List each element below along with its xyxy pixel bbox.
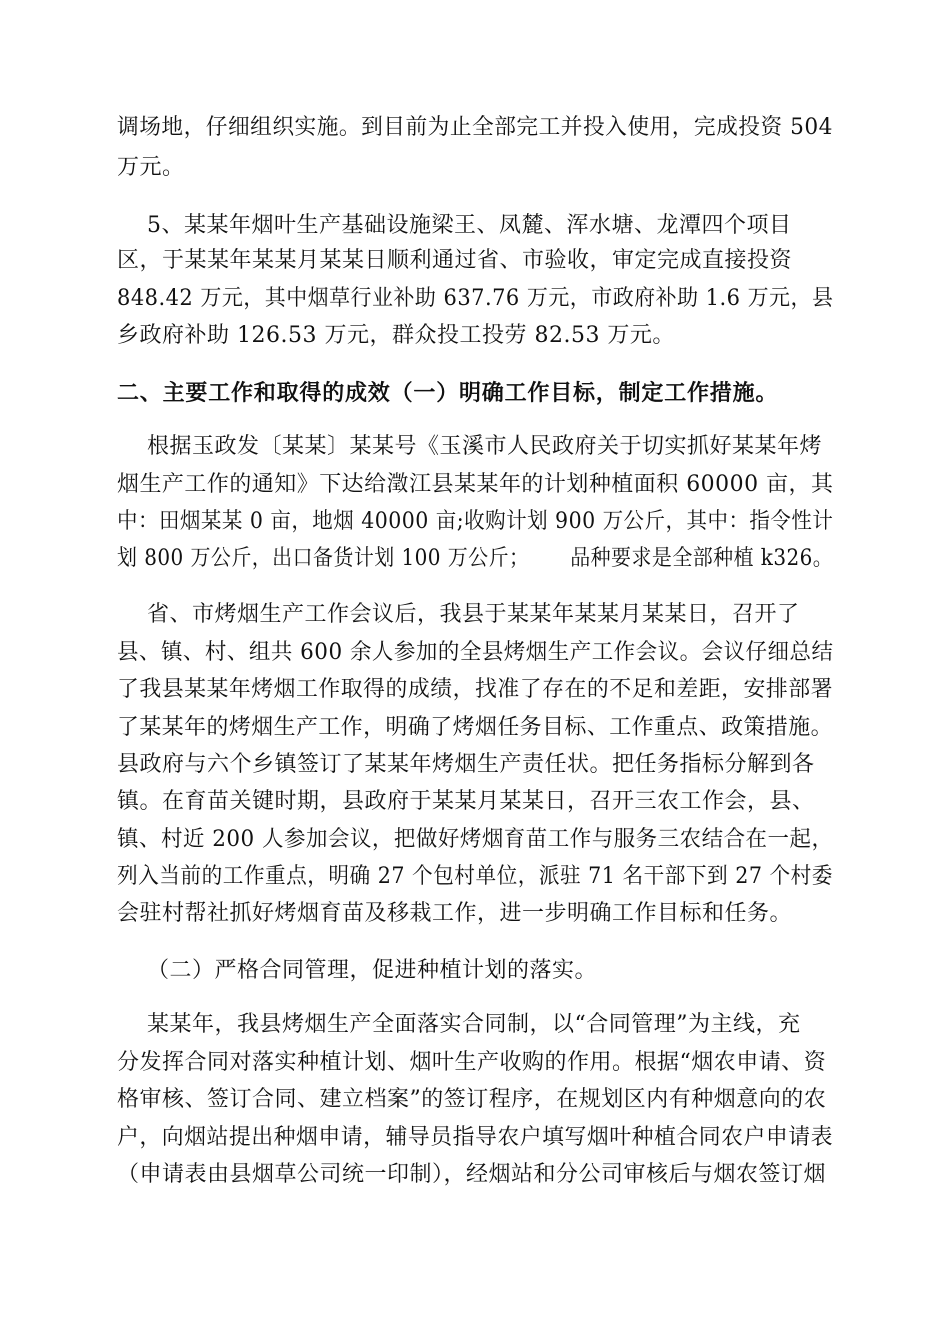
- text-line: （申请表由县烟草公司统一印制），经烟站和分公司审核后与烟农签订烟: [117, 1162, 827, 1187]
- text-line: 万元。: [117, 155, 185, 180]
- text-line: 分发挥合同对落实种植计划、烟叶生产收购的作用。根据“烟农申请、资: [117, 1050, 827, 1075]
- text-line: 根据玉政发〔某某〕某某号《玉溪市人民政府关于切实抓好某某年烤: [117, 434, 822, 459]
- text-line: 格审核、签订合同、建立档案”的签订程序，在规划区内有种烟意向的农: [117, 1087, 827, 1112]
- text-line: 会驻村帮社抓好烤烟育苗及移栽工作，进一步明确工作目标和任务。: [117, 901, 793, 926]
- text-line: 划 800 万公斤，出口备货计划 100 万公斤； 品种要求是全部种植 k326。: [117, 546, 834, 571]
- text-line: 区，于某某年某某月某某日顺利通过省、市验收，审定完成直接投资: [117, 248, 793, 273]
- text-line: 调场地，仔细组织实施。到目前为止全部完工并投入使用，完成投资 504: [117, 115, 833, 140]
- text-line: 烟生产工作的通知》下达给澂江县某某年的计划种植面积 60000 亩，其: [117, 472, 834, 497]
- text-line: 某某年，我县烤烟生产全面落实合同制，以“合同管理”为主线，充: [117, 1012, 801, 1037]
- text-line: 5、某某年烟叶生产基础设施梁王、凤麓、浑水塘、龙潭四个项目: [117, 213, 792, 238]
- text-line: 中：田烟某某 0 亩，地烟 40000 亩;收购计划 900 万公斤，其中：指令性计: [117, 509, 834, 534]
- text-line: 乡政府补助 126.53 万元，群众投工投劳 82.53 万元。: [117, 323, 675, 348]
- text-line: 县、镇、村、组共 600 余人参加的全县烤烟生产工作会议。会议仔细总结: [117, 640, 834, 665]
- subsection-heading: （二）严格合同管理，促进种植计划的落实。: [117, 958, 597, 983]
- text-line: 了某某年的烤烟生产工作，明确了烤烟任务目标、工作重点、政策措施。: [117, 715, 833, 740]
- text-line: 镇、村近 200 人参加会议，把做好烤烟育苗工作与服务三农结合在一起，: [117, 827, 834, 852]
- text-line: 县政府与六个乡镇签订了某某年烤烟生产责任状。把任务指标分解到各: [117, 752, 815, 777]
- text-line: 列入当前的工作重点，明确 27 个包村单位，派驻 71 名干部下到 27 个村委: [117, 864, 833, 889]
- text-line: 省、市烤烟生产工作会议后，我县于某某年某某月某某日，召开了: [117, 602, 800, 627]
- text-line: 848.42 万元，其中烟草行业补助 637.76 万元，市政府补助 1.6 万元，县: [117, 286, 834, 311]
- section-heading: 二、主要工作和取得的成效（一）明确工作目标，制定工作措施。: [117, 380, 779, 406]
- text-line: 了我县某某年烤烟工作取得的成绩，找准了存在的不足和差距，安排部署: [117, 677, 833, 702]
- text-line: 户，向烟站提出种烟申请，辅导员指导农户填写烟叶种植合同农户申请表: [117, 1125, 833, 1150]
- text-line: 镇。在育苗关键时期，县政府于某某月某某日，召开三农工作会，县、: [117, 789, 815, 814]
